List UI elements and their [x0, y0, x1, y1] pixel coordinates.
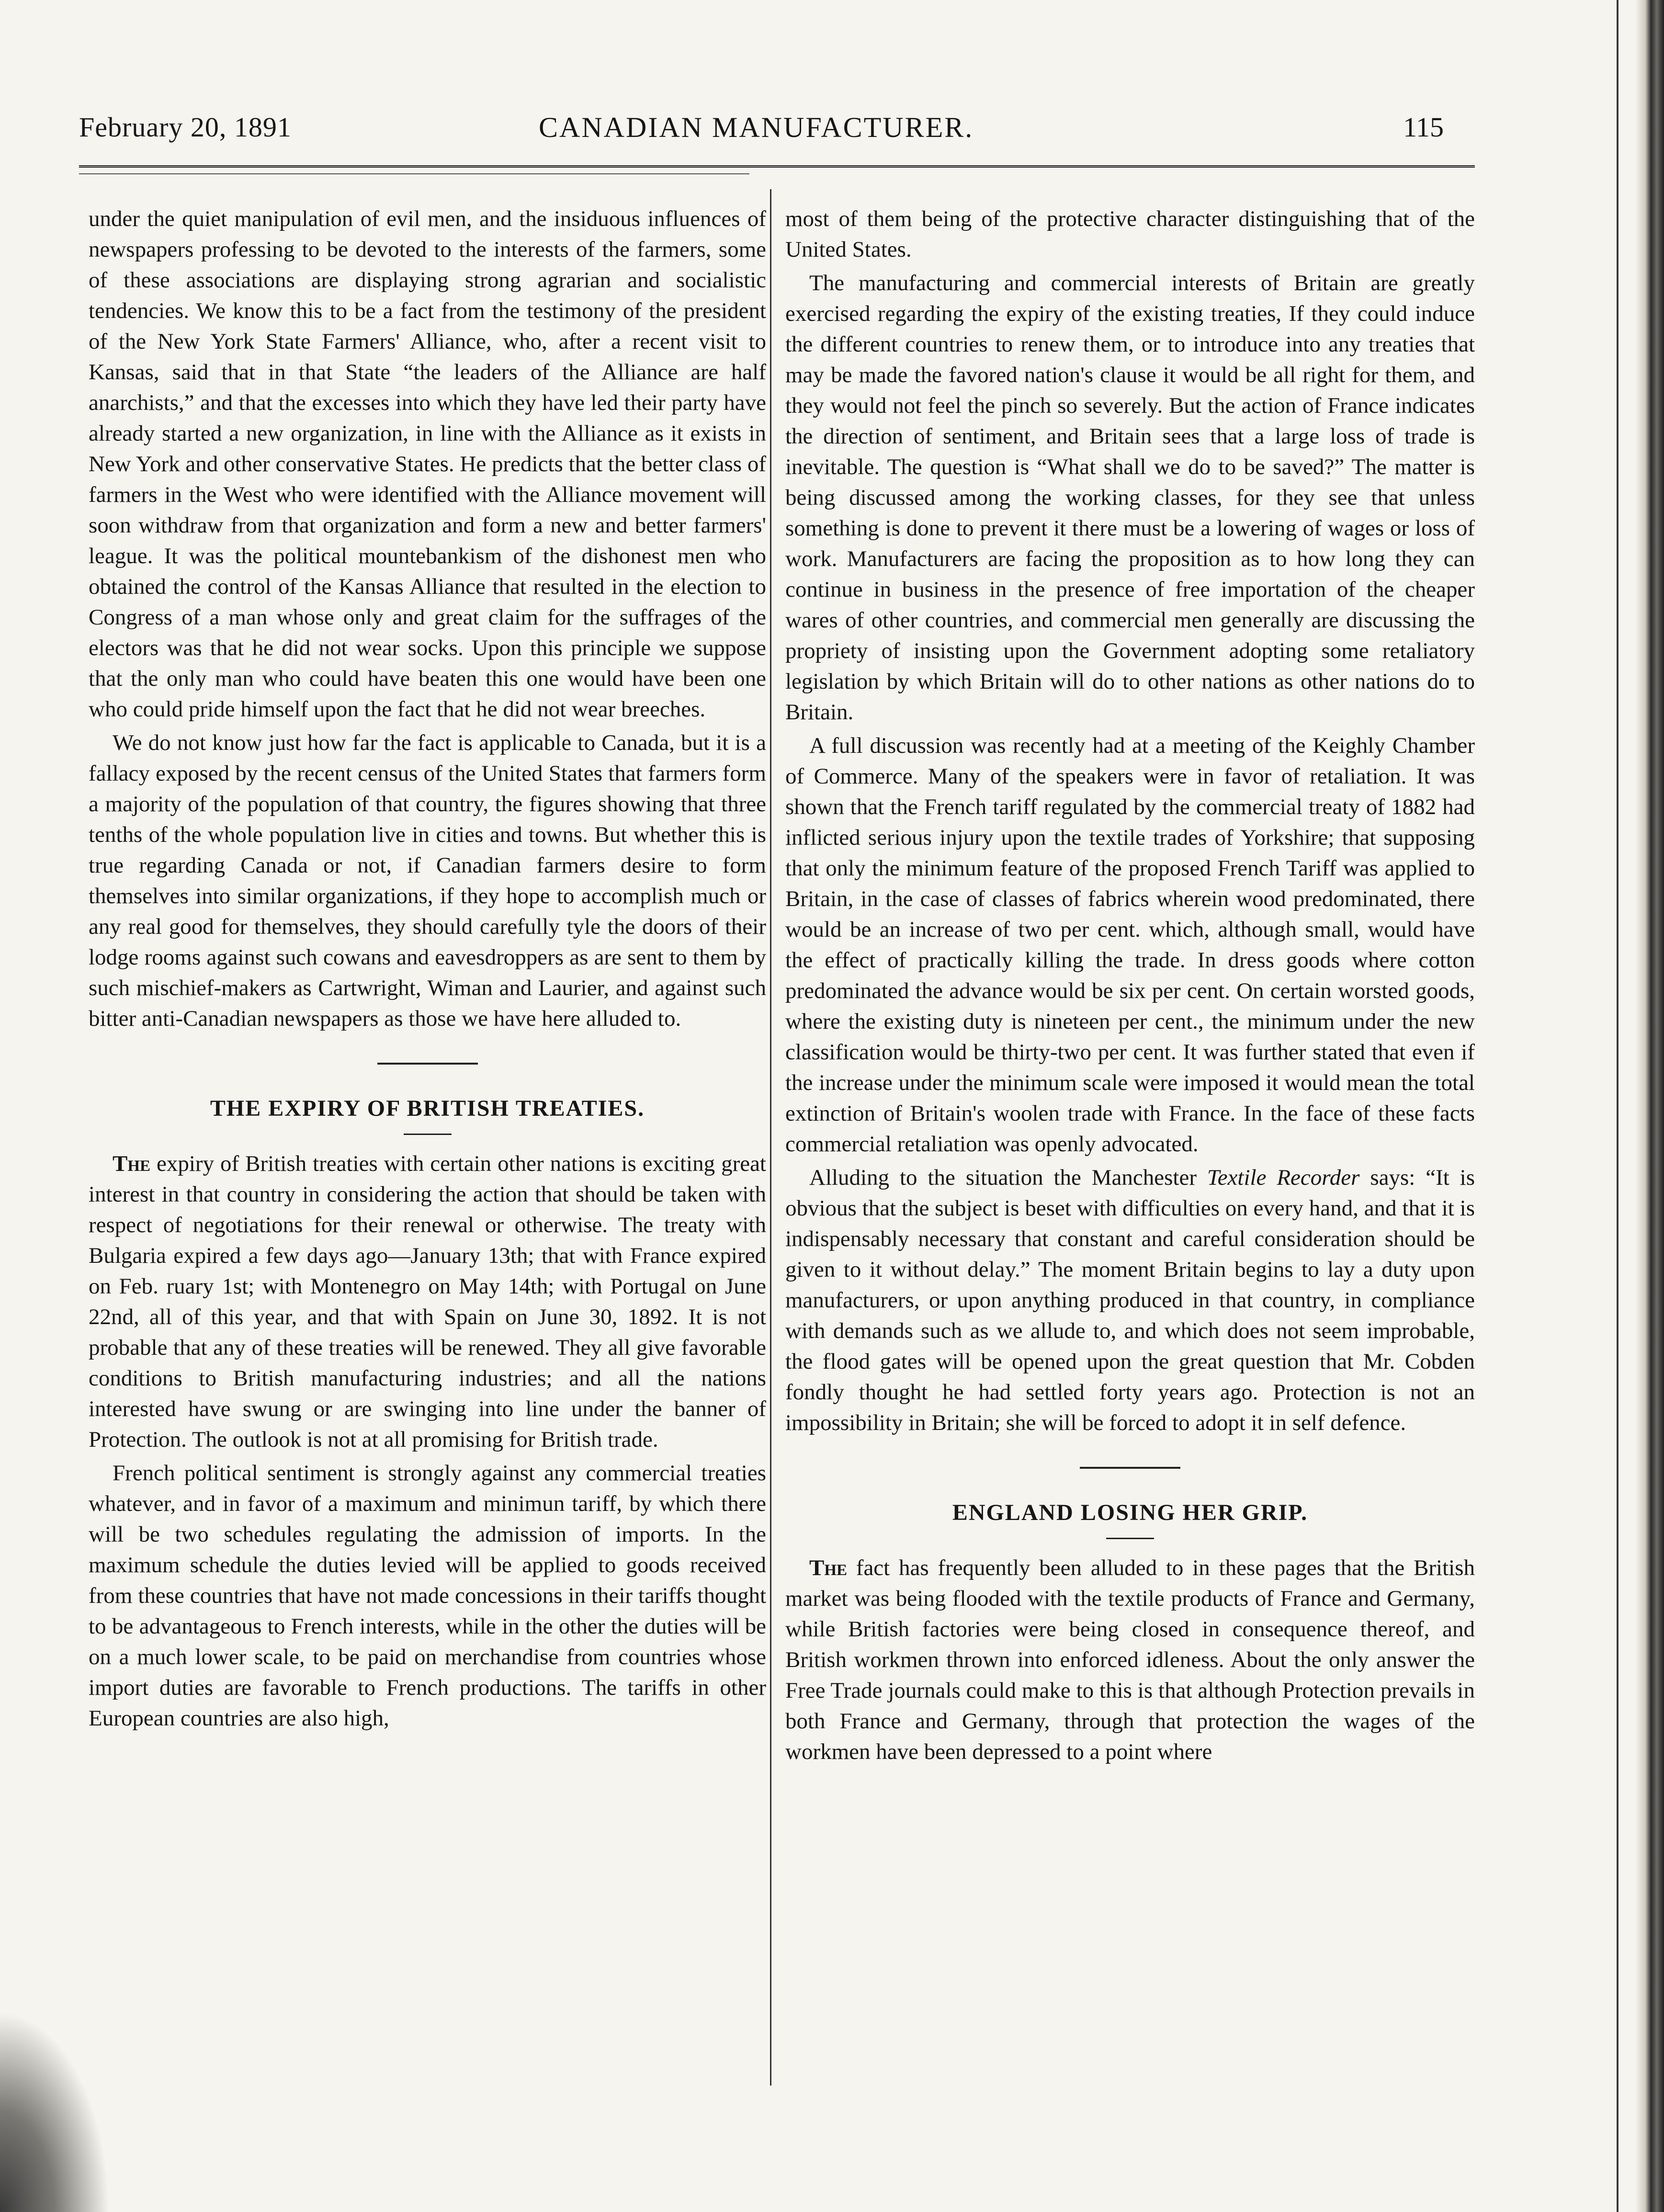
lead-word: The — [113, 1151, 151, 1176]
publication-name: Textile Recorder — [1207, 1165, 1360, 1190]
publication-title: CANADIAN MANUFACTURER. — [539, 112, 974, 143]
article-paragraph: We do not know just how far the fact is applicable to Canada, but it is a fallacy exposed by the recent census of the United States that farmers form a majority of the population of that country, the figures showing that three tenths of the whole population live in cities and towns. But whether this is true regarding Canada or not, if Canadian farmers desire to form themselves into similar organizations, if they hope to accomplish much or any real good for themselves, they should carefully tyle the doors of their lodge rooms against such cowans and eavesdroppers as are sent to them by such mischief-makers as Cartwright, Wiman and Laurier, and against such bitter anti-Canadian newspapers as those we have here alluded to. — [89, 730, 766, 1031]
heading-rule — [404, 1134, 452, 1135]
article-paragraph: under the quiet manipulation of evil men, and the insiduous influences of newspapers professing to be devoted to the interests of the farmers, some of these associations are displaying strong agrarian and socialistic tendencies. We know this to be a fact from the testimony of the president of the New York State Farmers' Alliance, who, after a recent visit to Kansas, said that in that State “the leaders of the Alliance are half anarchists,” and that the excesses into which they have led their party have already started a new organization, in line with the Alliance as it exists in New York and other conservative States. He predicts that the better class of farmers in the West who were identified with the Alliance movement will soon withdraw from that organization and form a new and better farmers' league. It was the political mountebankism of the dishonest men who obtained the control of the Kansas Alliance that resulted in the election to Congress of a man whose only and great claim for the suffrages of the electors was that he did not wear socks. Upon this principle we suppose that the only man who could have beaten this one would have been one who could pride himself upon the fact that he did not wear breeches. — [89, 206, 766, 722]
left-column — [89, 204, 766, 1734]
article-paragraph: most of them being of the protective character distinguishing that of the United States. — [785, 206, 1475, 262]
page-binding-edge — [1635, 0, 1664, 2212]
page-header — [79, 111, 1444, 154]
scan-corner-shadow — [0, 2011, 110, 2212]
paragraph-text: expiry of British treaties with certain other nations is exciting great interest in that country in considering the action that should be taken with respect of negotiations for their renewal or otherwise. The treaty with Bulgaria expired a few days ago—January 13th; that with France expired on Feb. ruary 1st; with Montenegro on May 14th; with Portugal on June 22nd, all of this year, and that with Spain on June 30, 1892. It is not probable that any of these treaties will be renewed. They all give favorable conditions to British manufacturing industries; and all the nations interested have swung or are swinging into line under the banner of Protection. The outlook is not at all promising for British trade. — [89, 1151, 766, 1452]
paragraph-text: fact has frequently been alluded to in these pages that the British market was being flooded with the textile products of France and Germany, while British factories were being closed in consequence thereof, and British workmen thrown into enforced idleness. About the only answer the Free Trade journals could make to this is that although Protection prevails in both France and Germany, through that protection the wages of the workmen have been depressed to a point where — [785, 1555, 1475, 1764]
heading-rule — [1106, 1538, 1154, 1539]
binding-edge-line — [1617, 0, 1619, 2212]
article-paragraph — [785, 1162, 1475, 1438]
article-paragraph: A full discussion was recently had at a meeting of the Keighly Chamber of Commerce. Many of the speakers were in favor of retaliation. It was shown that the French tariff regulated by the commercial treaty of 1882 had inflicted serious injury upon the textile trades of Yorkshire; that supposing that only the minimum feature of the proposed French Tariff was applied to Britain, in the case of classes of fabrics wherein wood predominated, there would be an increase of two per cent. which, although small, would have the effect of practically killing the trade. In dress goods where cotton predominated the advance would be six per cent. On certain worsted goods, where the existing duty is nineteen per cent., the minimum under the new classification would be thirty-two per cent. It was further stated that even if the increase under the minimum scale were imposed it would mean the total extinction of Britain's woolen trade with France. In the face of these facts commercial retaliation was openly advocated. — [785, 733, 1475, 1157]
right-column — [785, 204, 1475, 1767]
article-paragraph — [89, 1148, 766, 1455]
article-paragraph: French political sentiment is strongly against any commercial treaties whatever, and in favor of a maximum and minimun tariff, by which there will be two schedules regulating the admission of imports. In the maximum schedule the duties levied will be applied to goods received from these countries that have not made concessions in their tariffs thought to be advantageous to French interests, while in the other the duties will be on a much lower scale, to be paid on merchandise from countries whose import duties are favorable to French productions. The tariffs in other European countries are also high, — [89, 1461, 766, 1731]
paragraph-text: says: “It is obvious that the subject is beset with difficulties on every hand, and that it is indispensably necessary that constant and careful consideration should be given to it without delay.” The moment Britain begins to lay a duty upon manufacturers, or upon anything produced in that country, in compliance with demands such as we allude to, and which does not seem improbable, the flood gates will be opened upon the great question that Mr. Cobden fondly thought he had settled forty years ago. Protection is not an impossibility in Britain; she will be forced to adopt it in self defence. — [785, 1165, 1475, 1435]
section-heading: ENGLAND LOSING HER GRIP. — [952, 1500, 1308, 1525]
issue-date: February 20, 1891 — [79, 112, 292, 143]
header-rule — [79, 165, 1475, 168]
column-divider — [770, 189, 771, 2086]
lead-word: The — [809, 1555, 848, 1580]
article-paragraph: The manufacturing and commercial interests of Britain are greatly exercised regarding the expiry of the existing treaties, If they could induce the different countries to renew them, or to introduce into any treaties that may be made the favored nation's clause it would be all right for them, and they would not feel the pinch so severely. But the action of France indicates the direction of sentiment, and Britain sees that a large loss of trade is inevitable. The question is “What shall we do to be saved?” The matter is being discussed among the working classes, for they see that unless something is done to prevent it there must be a lowering of wages or loss of work. Manufacturers are facing the proposition as to how long they can continue in business in the presence of free importation of the cheaper wares of other countries, and commercial men generally are discussing the propriety of insisting upon the Government adopting some retaliatory legislation by which Britain will do to other nations as other nations do to Britain. — [785, 271, 1475, 725]
header-rule-thin — [79, 173, 749, 174]
page-number: 115 — [1403, 112, 1444, 143]
section-heading: THE EXPIRY OF BRITISH TREATIES. — [210, 1096, 645, 1121]
section-separator — [1080, 1467, 1180, 1469]
paragraph-text: Alluding to the situation the Manchester — [809, 1165, 1207, 1190]
section-separator — [377, 1063, 478, 1065]
article-paragraph — [785, 1553, 1475, 1767]
